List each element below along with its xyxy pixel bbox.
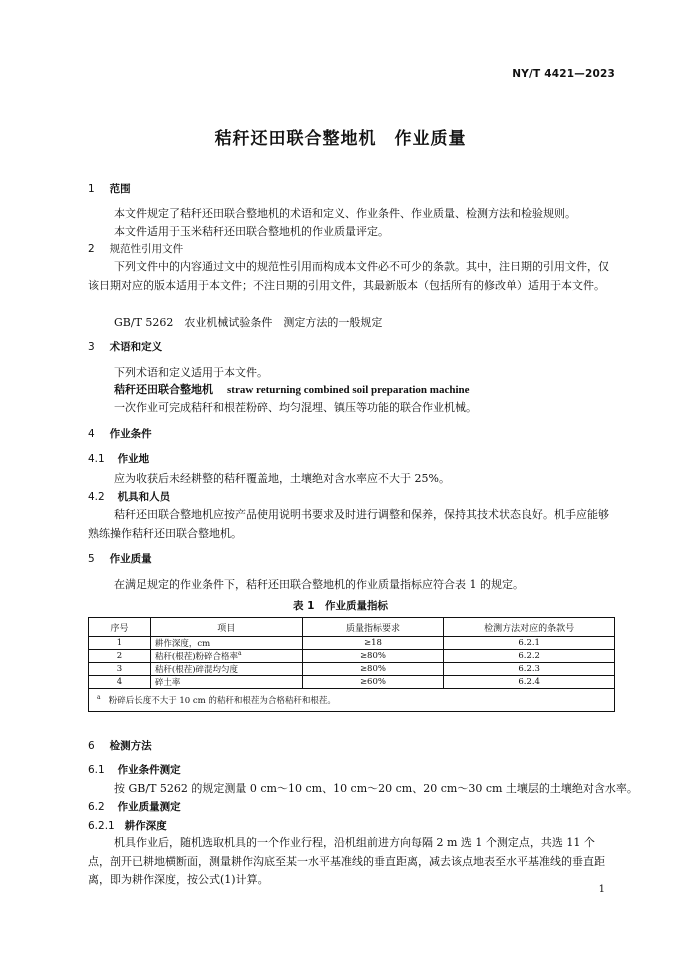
term-chinese: 秸秆还田联合整地机 bbox=[114, 383, 213, 396]
section-number: 6.2 bbox=[88, 801, 105, 813]
section-title: 机具和人员 bbox=[117, 491, 171, 503]
page-number: 1 bbox=[598, 884, 605, 895]
table-cell: ≥60% bbox=[302, 676, 444, 689]
paragraph: 机具作业后，随机选取机具的一个作业行程，沿机组前进方向每隔 2 m 选 1 个测定点，共选 11 个点，剖开已耕地横断面，测量耕作沟底至某一水平基准线的垂直距离，减去该点地表至水平基准线的垂直距离，即为耕作深度，按公式(1)计算。 bbox=[88, 836, 605, 886]
subsection-6-1-heading bbox=[88, 762, 181, 777]
table-cell: 6.2.3 bbox=[444, 663, 615, 676]
table-cell: 耕作深度，cm bbox=[150, 637, 302, 650]
section-title: 作业条件测定 bbox=[117, 764, 181, 776]
paragraph: 秸秆还田联合整地机应按产品使用说明书要求及时进行调整和保养，保持其技术状态良好。机手应能够熟练操作秸秆还田联合整地机。 bbox=[88, 508, 609, 540]
table-cell: ≥18 bbox=[302, 637, 444, 650]
table-row bbox=[89, 676, 615, 689]
table-header: 序号 bbox=[89, 618, 151, 637]
table-cell: 6.2.4 bbox=[444, 676, 615, 689]
subsection-4-2-heading bbox=[88, 489, 170, 504]
document-title: 秸秆还田联合整地机 作业质量 bbox=[214, 129, 467, 149]
table-cell: 6.2.1 bbox=[444, 637, 615, 650]
table-header: 项目 bbox=[150, 618, 302, 637]
table-cell: 4 bbox=[89, 676, 151, 689]
table-row bbox=[89, 650, 615, 663]
paragraph: 本文件规定了秸秆还田联合整地机的术语和定义、作业条件、作业质量、检测方法和检验规则。 bbox=[114, 207, 576, 220]
table-cell: 2 bbox=[89, 650, 151, 663]
section-1-heading bbox=[88, 181, 131, 196]
subsection-6-2-1-heading bbox=[88, 818, 167, 833]
section-title: 作业条件 bbox=[109, 428, 152, 440]
section-number: 6.2.1 bbox=[88, 820, 115, 832]
paragraph: 下列文件中的内容通过文中的规范性引用而构成本文件必不可少的条款。其中，注日期的引用文件，仅该日期对应的版本适用于本文件；不注日期的引用文件，其最新版本（包括所有的修改单）适用于本文件。 bbox=[88, 260, 609, 292]
section-number: 6.1 bbox=[88, 764, 105, 776]
table-header-row bbox=[89, 618, 615, 637]
section-number: 1 bbox=[88, 183, 95, 195]
section-5-heading bbox=[88, 551, 152, 566]
table-row bbox=[89, 637, 615, 650]
paragraph: 下列术语和定义适用于本文件。 bbox=[114, 366, 268, 379]
section-number: 4.2 bbox=[88, 491, 105, 503]
section-number: 5 bbox=[88, 553, 95, 565]
cell-text: 秸秆(根茬)粉碎合格率 bbox=[154, 652, 239, 662]
section-title: 规范性引用文件 bbox=[109, 243, 184, 255]
table-note bbox=[89, 689, 615, 712]
section-2-heading bbox=[88, 241, 183, 256]
section-number: 6 bbox=[88, 740, 95, 752]
section-number: 4 bbox=[88, 428, 95, 440]
paragraph: 本文件适用于玉米秸秆还田联合整地机的作业质量评定。 bbox=[114, 225, 389, 238]
table-cell bbox=[150, 650, 302, 663]
footnote-marker: a bbox=[97, 694, 101, 702]
section-4-heading bbox=[88, 426, 152, 441]
section-title: 范围 bbox=[109, 183, 131, 195]
table-cell: ≥80% bbox=[302, 650, 444, 663]
paragraph: 应为收获后未经耕整的秸秆覆盖地，土壤绝对含水率应不大于 25%。 bbox=[114, 472, 450, 485]
table-cell: 碎土率 bbox=[150, 676, 302, 689]
table-note-row bbox=[89, 689, 615, 712]
table-cell: 1 bbox=[89, 637, 151, 650]
table-caption: 表 1 作业质量指标 bbox=[293, 600, 388, 612]
section-title: 耕作深度 bbox=[124, 820, 167, 832]
term-entry bbox=[114, 381, 470, 397]
quality-index-table bbox=[88, 617, 615, 712]
paragraph: 按 GB/T 5262 的规定测量 0 cm～10 cm、10 cm～20 cm、20 cm～30 cm 土壤层的土壤绝对含水率。 bbox=[114, 782, 638, 795]
section-title: 术语和定义 bbox=[109, 341, 163, 353]
table-header: 检测方法对应的条款号 bbox=[444, 618, 615, 637]
standard-number: NY/T 4421—2023 bbox=[512, 68, 615, 80]
section-number: 4.1 bbox=[88, 453, 105, 465]
section-title: 作业质量 bbox=[109, 553, 152, 565]
subsection-4-1-heading bbox=[88, 451, 149, 466]
table-cell: 秸秆(根茬)碎混均匀度 bbox=[150, 663, 302, 676]
table-cell: 3 bbox=[89, 663, 151, 676]
section-title: 检测方法 bbox=[109, 740, 152, 752]
section-title: 作业质量测定 bbox=[117, 801, 181, 813]
table-row bbox=[89, 663, 615, 676]
term-definition: 一次作业可完成秸秆和根茬粉碎、均匀混埋、镇压等功能的联合作业机械。 bbox=[114, 401, 477, 414]
table-header: 质量指标要求 bbox=[302, 618, 444, 637]
normative-reference: GB/T 5262 农业机械试验条件 测定方法的一般规定 bbox=[114, 316, 383, 329]
section-3-heading bbox=[88, 339, 162, 354]
section-number: 2 bbox=[88, 243, 95, 255]
table-cell: ≥80% bbox=[302, 663, 444, 676]
term-english: straw returning combined soil preparation machine bbox=[227, 384, 470, 396]
footnote-marker: a bbox=[238, 650, 242, 658]
section-title: 作业地 bbox=[117, 453, 150, 465]
section-6-heading bbox=[88, 738, 152, 753]
subsection-6-2-heading bbox=[88, 799, 181, 814]
footnote-text: 粉碎后长度不大于 10 cm 的秸秆和根茬为合格秸秆和根茬。 bbox=[108, 696, 336, 706]
table-cell: 6.2.2 bbox=[444, 650, 615, 663]
section-number: 3 bbox=[88, 341, 95, 353]
paragraph: 在满足规定的作业条件下，秸秆还田联合整地机的作业质量指标应符合表 1 的规定。 bbox=[114, 578, 524, 591]
